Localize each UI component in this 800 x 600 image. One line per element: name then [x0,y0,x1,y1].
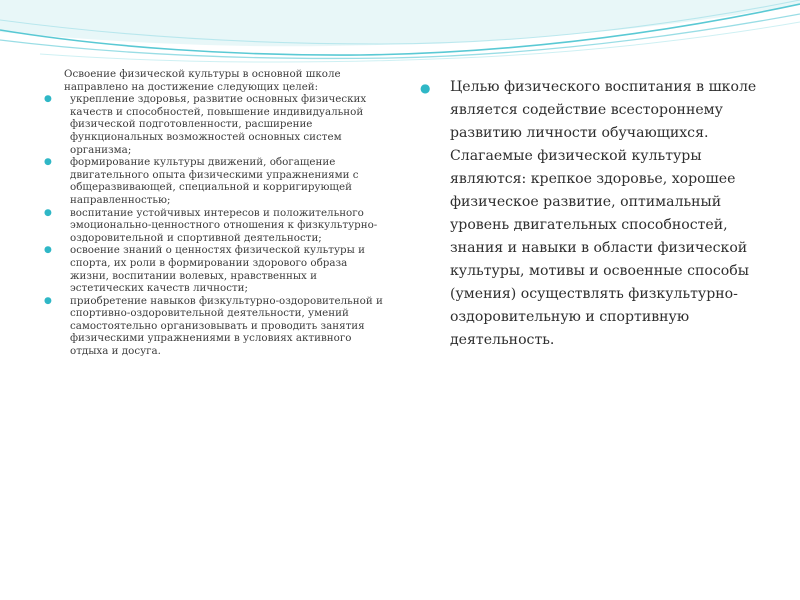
goal-item-1 [44,93,384,156]
goal-item-text: освоение знаний о ценностях физической культуры и спорта, их роли в формировании здорового образа жизни, воспитании волевых, нравственных и эстетических качеств личности; [70,244,365,295]
right-paragraph: Целью физического воспитания в школе является содействие всестороннему развитию личности обучающихся. Слагаемые физической культуры являются: крепкое здоровье, хорошее физическое развитие, оптимальный уровень двигательных способностей, знания и навыки в области физической культуры, мотивы и освоенные способы (умения) осуществлять физкультурно-оздоровительную и спортивную деятельность. [450,79,757,348]
goal-item-text: приобретение навыков физкультурно-оздоровительной и спортивно-оздоровительной деятельности, умений самостоятельно организовывать и проводить занятия физическими упражнениями в условиях активного отдыха и досуга. [70,294,383,358]
bullet-icon: ● [420,81,431,95]
goal-item-5 [44,295,384,358]
left-column [44,68,384,358]
bullet-icon: ● [44,94,52,105]
goal-item-text: воспитание устойчивых интересов и положительного эмоционально-ценностного отношения к физкультурно- оздоровительной и спортивной деятельности; [70,206,378,244]
right-column [420,76,760,352]
bullet-icon: ● [44,295,52,306]
left-intro: Освоение физической культуры в основной школе направлено на достижение следующих целей: [64,68,341,93]
bullet-icon: ● [44,157,52,168]
goals-list [44,93,384,357]
bullet-icon: ● [44,245,52,256]
bullet-icon: ● [44,207,52,218]
goal-item-2 [44,156,384,206]
goal-item-text: формирование культуры движений, обогащение двигательного опыта физическими упражнениями с общеразвивающей, специальной и корригирующей направленностью; [70,156,359,206]
decorative-waves-header [0,0,800,70]
wave-fill [0,0,800,46]
goal-item-text: укрепление здоровья, развитие основных физических качеств и способностей, повышение индивидуальной физической подготовленности, расширение функциональных возможностей основных систем организма; [70,93,367,156]
goal-item-3 [44,207,384,245]
goal-item-4 [44,244,384,294]
